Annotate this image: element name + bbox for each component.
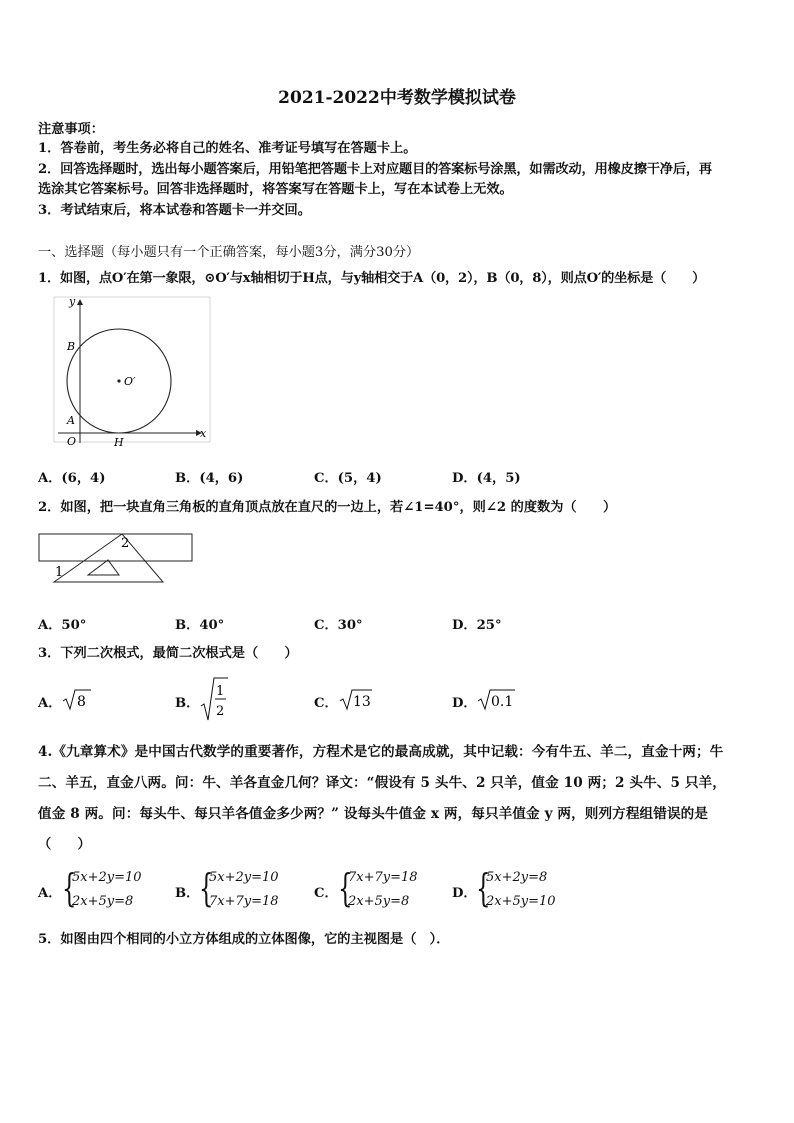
q3-option-d[interactable] <box>452 692 477 711</box>
notice-item-3: 3．考试结束后，将本试卷和答题卡一并交回。 <box>38 203 311 218</box>
brace-d: { <box>476 866 491 910</box>
q5-stem: 5．如图由四个相同的小立方体组成的立体图像，它的主视图是（ ）． <box>38 932 450 947</box>
point-b-label: B <box>67 340 76 353</box>
q4-system-a <box>62 866 162 914</box>
q2-option-c[interactable]: C．30° <box>314 618 363 633</box>
q4-c-eq1: 7x+7y=18 <box>348 870 418 885</box>
brace-b: { <box>199 866 214 910</box>
q4-option-c-letter: C． <box>314 886 338 901</box>
q4-option-a[interactable] <box>38 882 61 901</box>
point-h-label: H <box>114 436 124 449</box>
notice-item-2: 2．回答选择题时，选出每小题答案后，用铅笔把答题卡上对应题目的答案标号涂黑，如需改动，用橡皮擦干净后，再 <box>38 162 712 177</box>
q2-stem: 2．如图，把一块直角三角板的直角顶点放在直尺的一边上，若∠1=40°，则∠2 的度数为（ ） <box>38 500 617 515</box>
q2-figure <box>36 528 196 598</box>
q4-system-b <box>199 866 299 914</box>
q1-figure <box>50 293 215 453</box>
q3-radical-a <box>62 688 92 712</box>
q4-b-eq2: 7x+7y=18 <box>209 894 279 909</box>
brace-c: { <box>338 866 353 910</box>
q3-radical-d <box>477 688 517 712</box>
y-axis-arrow <box>77 299 83 305</box>
notice-heading: 注意事项： <box>38 122 104 137</box>
q4-b-eq1: 5x+2y=10 <box>209 870 279 885</box>
q4-line-1: 4.《九章算术》是中国古代数学的重要著作，方程术是它的最高成就，其中记载：今有牛五、羊二，直金十两；牛 <box>38 744 724 760</box>
q3-stem: 3．下列二次根式，最简二次根式是（ ） <box>38 646 298 661</box>
q1-option-a[interactable]: A．(6，4) <box>38 471 106 486</box>
page-title: 2021-2022中考数学模拟试卷 <box>278 88 516 108</box>
q3-option-d-letter: D． <box>452 696 477 711</box>
q4-option-b[interactable] <box>175 882 199 901</box>
q2-option-a[interactable]: A．50° <box>38 618 87 633</box>
q4-line-4: （ ） <box>38 837 91 852</box>
q2-option-b[interactable]: B．40° <box>175 618 225 633</box>
q3-option-b[interactable] <box>175 692 199 711</box>
q3-numerator-b: 1 <box>216 684 225 699</box>
origin-label: O <box>67 435 77 448</box>
y-axis-label: y <box>69 295 76 308</box>
q2-option-d[interactable]: D．25° <box>452 618 502 633</box>
q3-option-b-letter: B． <box>175 696 200 711</box>
point-a-label: A <box>67 414 75 427</box>
q4-line-3: 值金 8 两。问：每头牛、每只羊各值金多少两？” 设每头牛值金 x 两，每只羊值金 y 两，则列方程组错误的是 <box>38 806 709 822</box>
q4-option-b-letter: B． <box>175 886 200 901</box>
q3-option-a[interactable] <box>38 692 61 711</box>
q3-radical-c <box>339 688 373 712</box>
q4-line-2: 二、羊五，直金八两。问：牛、羊各直金几何？译文：“假设有 5 头牛、2 只羊，值金 10 两；2 头牛、5 只羊， <box>38 775 726 791</box>
q1-stem: 1．如图，点O′在第一象限，⊙O′与x轴相切于H点，与y轴相交于A（0，2），B（0，8），则点O′的坐标是（ ） <box>38 271 706 286</box>
q1-figure-frame <box>54 297 210 442</box>
q3-denominator-b: 2 <box>216 704 225 719</box>
q3-option-a-letter: A． <box>38 696 62 711</box>
q4-d-eq2: 2x+5y=10 <box>486 894 556 909</box>
q4-c-eq2: 2x+5y=8 <box>348 894 410 909</box>
q1-option-d[interactable]: D．(4，5) <box>452 471 521 486</box>
q1-option-c[interactable]: C．(5，4) <box>314 471 382 486</box>
q3-option-c[interactable] <box>314 692 338 711</box>
brace-a: { <box>62 866 77 910</box>
q4-system-c <box>338 866 438 914</box>
section-heading: 一、选择题（每小题只有一个正确答案，每小题3分，满分30分） <box>38 245 420 260</box>
q4-a-eq1: 5x+2y=10 <box>72 870 142 885</box>
q3-radicand-a: 8 <box>77 694 86 710</box>
angle-2-label: 2 <box>121 536 130 551</box>
q4-option-d-letter: D． <box>452 886 477 901</box>
q4-system-d <box>476 866 576 914</box>
q4-option-a-letter: A． <box>38 886 62 901</box>
q4-option-c[interactable] <box>314 882 338 901</box>
q4-d-eq1: 5x+2y=8 <box>486 870 548 885</box>
x-axis-label: x <box>200 427 207 440</box>
center-label: O′ <box>124 375 136 388</box>
q1-option-b[interactable]: B．(4，6) <box>175 471 244 486</box>
q3-radical-b <box>200 676 230 722</box>
q4-a-eq2: 2x+5y=8 <box>72 894 134 909</box>
angle-1-label: 1 <box>55 565 64 580</box>
q4-option-d[interactable] <box>452 882 477 901</box>
q3-option-c-letter: C． <box>314 696 338 711</box>
center-point <box>117 379 120 382</box>
notice-item-1: 1．答卷前，考生务必将自己的姓名、准考证号填写在答题卡上。 <box>38 141 417 156</box>
q3-radicand-d: 0.1 <box>491 694 514 710</box>
q3-radicand-c: 13 <box>353 694 371 710</box>
notice-item-2-cont: 选涂其它答案标号。回答非选择题时，将答案写在答题卡上，写在本试卷上无效。 <box>38 182 513 197</box>
